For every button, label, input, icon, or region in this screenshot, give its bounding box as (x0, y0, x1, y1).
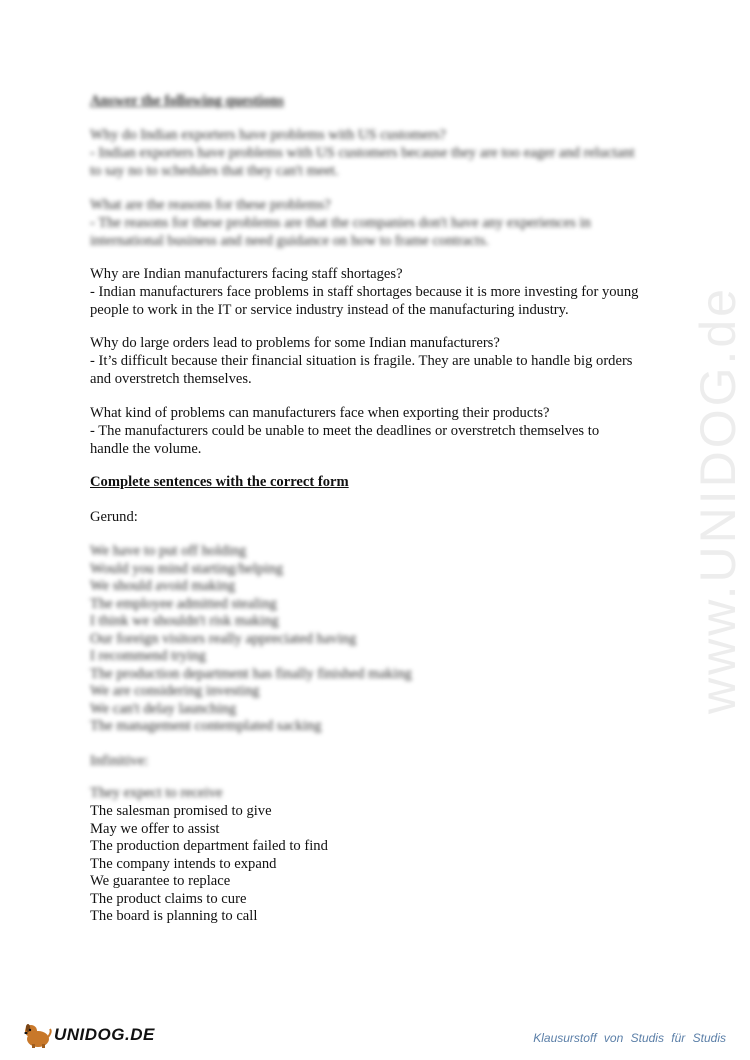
infinitive-item: The product claims to cure (90, 891, 247, 907)
dog-icon (22, 1020, 52, 1050)
gerund-item: The employee admitted stealing (90, 596, 277, 612)
question-3: Why are Indian manufacturers facing staff shortages? (90, 266, 403, 282)
answer-2-line-1: - The reasons for these problems are that the companies don't have any experiences in (90, 215, 591, 231)
answer-5-line-2: handle the volume. (90, 441, 202, 457)
gerund-item: I think we shouldn't risk making (90, 613, 279, 629)
answer-5-line-1: - The manufacturers could be unable to meet the deadlines or overstretch themselves to (90, 423, 600, 439)
footer-tagline: Klausurstoff von Studis für Studis (533, 1031, 726, 1045)
answer-1-line-1: - Indian exporters have problems with US customers because they are too eager and reluctant (90, 145, 635, 161)
gerund-item: We should avoid making (90, 578, 236, 594)
question-5: What kind of problems can manufacturers face when exporting their products? (90, 405, 550, 421)
question-1: Why do Indian exporters have problems with US customers? (90, 127, 446, 143)
watermark: www.UNIDOG.de (690, 286, 746, 714)
infinitive-item: They expect to receive (90, 785, 223, 801)
answer-1-line-2: to say no to schedules that they can't meet. (90, 163, 339, 179)
answer-4-line-1: - It’s difficult because their financial situation is fragile. They are unable to handle big orders (90, 353, 633, 369)
infinitive-label: Infinitive: (90, 753, 149, 769)
gerund-label: Gerund: (90, 509, 138, 525)
logo-text: UNIDOG.DE (54, 1025, 155, 1044)
section-heading-complete-sentences: Complete sentences with the correct form (90, 474, 349, 490)
gerund-item: We are considering investing (90, 683, 260, 699)
gerund-item: We can't delay launching (90, 701, 237, 717)
infinitive-item: The salesman promised to give (90, 803, 272, 819)
gerund-item: We have to put off holding (90, 543, 247, 559)
section-heading-questions: Answer the following questions (90, 93, 284, 109)
gerund-item: The management contemplated sacking (90, 718, 322, 734)
gerund-item: The production department has finally finished making (90, 666, 412, 682)
gerund-item: Our foreign visitors really appreciated having (90, 631, 357, 647)
gerund-item: I recommend trying (90, 648, 206, 664)
infinitive-item: The company intends to expand (90, 856, 277, 872)
answer-2-line-2: international business and need guidance on how to frame contracts. (90, 233, 489, 249)
answer-3-line-1: - Indian manufacturers face problems in staff shortages because it is more investing for young (90, 284, 639, 300)
infinitive-item: The production department failed to find (90, 838, 328, 854)
infinitive-item: The board is planning to call (90, 908, 258, 924)
question-2: What are the reasons for these problems? (90, 197, 331, 213)
question-4: Why do large orders lead to problems for some Indian manufacturers? (90, 335, 500, 351)
gerund-item: Would you mind starting/helping (90, 561, 283, 577)
answer-4-line-2: and overstretch themselves. (90, 371, 252, 387)
infinitive-item: May we offer to assist (90, 821, 220, 837)
infinitive-item: We guarantee to replace (90, 873, 231, 889)
answer-3-line-2: people to work in the IT or service industry instead of the manufacturing industry. (90, 302, 569, 318)
unidog-logo[interactable] (22, 1020, 155, 1050)
